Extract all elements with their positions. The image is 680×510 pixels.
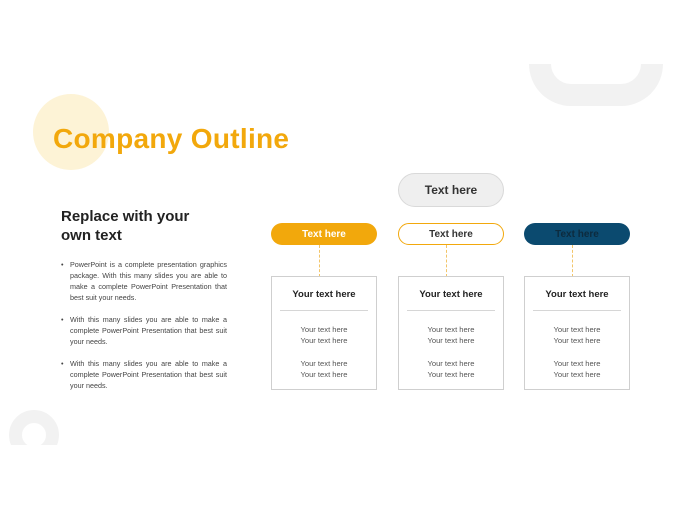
section-heading: Replace with your own text (61, 208, 190, 244)
card-title: Your text here (292, 289, 356, 300)
bullet-item: • With this many slides you are able to make a complete PowerPoint Presentation that best suit your needs. (61, 314, 227, 347)
card-text: Your text here (300, 359, 348, 368)
card-text: Your text here (300, 325, 348, 334)
slide-title: Company Outline (53, 123, 290, 154)
bullet-item: • With this many slides you are able to make a complete PowerPoint Presentation that best suit your needs. (61, 358, 227, 391)
card-text: Your text here (427, 359, 475, 368)
card-text: Your text here (553, 325, 601, 334)
card-text: Your text here (427, 336, 475, 345)
card-text: Your text here (427, 370, 475, 379)
card-divider (280, 310, 368, 311)
card-divider (407, 310, 495, 311)
column-3-card (524, 276, 630, 390)
column-1-card (271, 276, 377, 390)
card-title: Your text here (419, 289, 483, 300)
card-text: Your text here (427, 325, 475, 334)
column-2-connector (446, 245, 447, 277)
card-text: Your text here (300, 336, 348, 345)
card-text: Your text here (553, 370, 601, 379)
top-label-pill: Text here (398, 173, 504, 207)
column-2-card (398, 276, 504, 390)
column-1-pill: Text here (271, 223, 377, 245)
card-title: Your text here (545, 289, 609, 300)
decorative-ring (9, 410, 59, 460)
column-1-connector (319, 245, 320, 277)
column-3-connector (572, 245, 573, 277)
column-2-pill: Text here (398, 223, 504, 245)
card-text: Your text here (553, 336, 601, 345)
card-text: Your text here (553, 359, 601, 368)
bullet-list (61, 259, 227, 402)
column-3-pill: Text here (524, 223, 630, 245)
bullet-item: • PowerPoint is a complete presentation graphics package. With this many slides you are able to make a complete PowerPoint Presentation that best suit your needs. (61, 259, 227, 303)
card-divider (533, 310, 621, 311)
decorative-arc (529, 64, 663, 106)
card-text: Your text here (300, 370, 348, 379)
